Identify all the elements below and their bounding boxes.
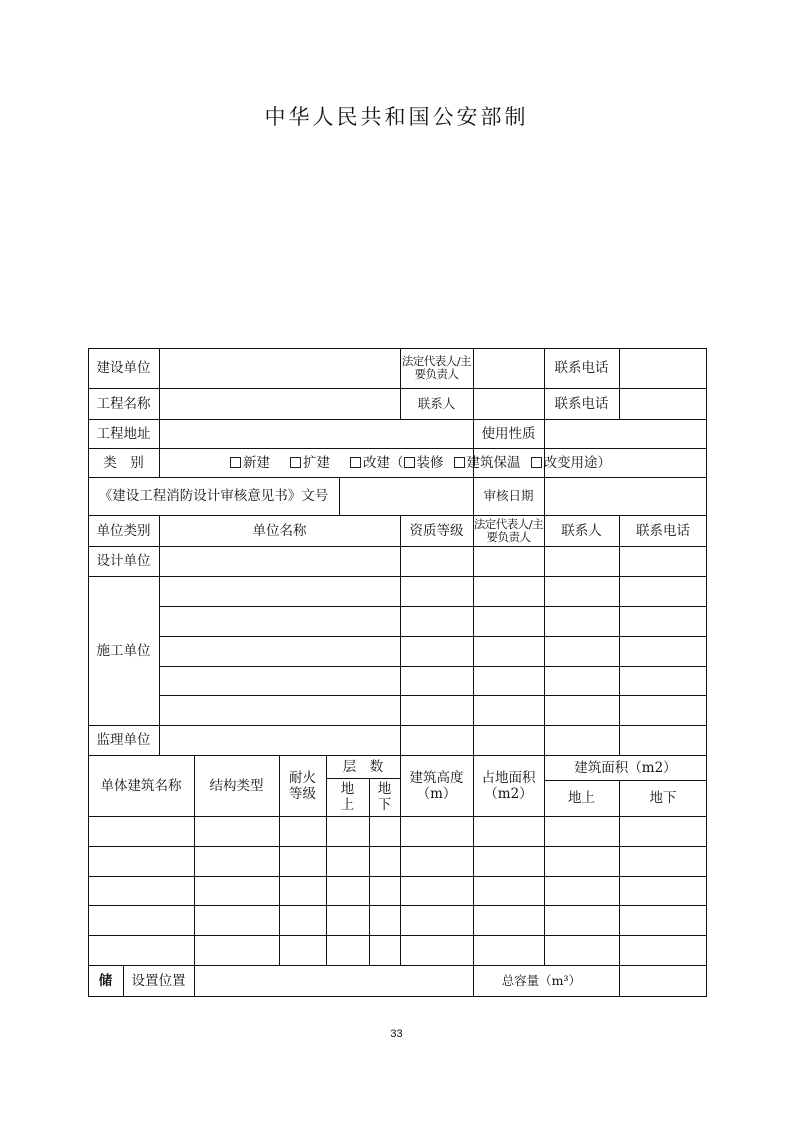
floors-above-header: 地上 xyxy=(340,781,355,813)
address-label: 工程地址 xyxy=(96,425,151,442)
address-input[interactable] xyxy=(160,420,472,447)
option-decoration[interactable]: 装修 xyxy=(404,455,444,471)
contact-phone-input[interactable] xyxy=(620,389,706,418)
area-header: 建筑面积（m2） xyxy=(574,759,677,776)
option-new[interactable]: 新建 xyxy=(230,455,270,471)
opinion-doc-label: 《建设工程消防设计审核意见书》文号 xyxy=(98,488,329,504)
total-capacity-input[interactable] xyxy=(620,966,706,996)
design-unit-label: 设计单位 xyxy=(96,553,151,569)
qualification-header: 资质等级 xyxy=(409,522,464,539)
option-insulation[interactable]: 建筑保温 xyxy=(454,455,521,471)
total-capacity-label: 总容量（m³） xyxy=(501,973,581,988)
opinion-doc-input[interactable] xyxy=(340,478,472,514)
area-below-header: 地下 xyxy=(649,790,677,806)
option-expand[interactable]: 扩建 xyxy=(290,455,330,471)
unit-type-header: 单位类别 xyxy=(96,522,151,539)
fire-rating-header: 耐火等级 xyxy=(289,769,316,802)
category-options xyxy=(230,448,650,477)
checkbox-change-use[interactable] xyxy=(531,457,542,468)
usage-input[interactable] xyxy=(545,420,706,447)
area-above-header: 地上 xyxy=(568,790,595,806)
usage-label: 使用性质 xyxy=(481,425,536,442)
checkbox-new[interactable] xyxy=(230,457,241,468)
storage-location-label: 设置位置 xyxy=(131,973,186,989)
unit-phone-header: 联系电话 xyxy=(636,522,690,539)
builder-phone-input[interactable] xyxy=(620,349,706,387)
project-name-input[interactable] xyxy=(160,389,399,418)
builder-label: 建设单位 xyxy=(96,360,151,376)
contact-label: 联系人 xyxy=(417,395,456,411)
unit-contact-header: 联系人 xyxy=(561,522,602,539)
page-number: 33 xyxy=(390,1028,403,1040)
contact-phone-label: 联系电话 xyxy=(554,395,609,412)
unit-name-header: 单位名称 xyxy=(252,522,307,539)
review-date-input[interactable] xyxy=(545,478,706,514)
category-label: 类 别 xyxy=(103,454,144,471)
structure-type-header: 结构类型 xyxy=(209,777,264,794)
builder-phone-label: 联系电话 xyxy=(554,360,609,376)
checkbox-decoration[interactable] xyxy=(404,457,415,468)
storage-location-input[interactable] xyxy=(195,966,472,996)
project-name-label: 工程名称 xyxy=(96,395,151,412)
review-date-label: 审核日期 xyxy=(483,488,534,503)
legal-rep-input[interactable] xyxy=(474,349,543,387)
floors-below-header: 地下 xyxy=(377,781,392,813)
supervision-unit-label: 监理单位 xyxy=(96,732,151,748)
checkbox-rebuild[interactable] xyxy=(350,457,361,468)
checkbox-expand[interactable] xyxy=(290,457,301,468)
unit-legal-rep-header: 法定代表人/主要负责人 xyxy=(473,516,544,544)
floors-header: 层 数 xyxy=(342,758,384,775)
fire-safety-record-form xyxy=(88,348,707,997)
option-change-use[interactable]: 改变用途） xyxy=(531,455,612,471)
storage-label: 储 xyxy=(98,973,113,989)
option-rebuild[interactable]: 改建（ xyxy=(350,455,404,471)
height-header: 建筑高度（m） xyxy=(409,769,464,802)
building-name-header: 单体建筑名称 xyxy=(100,777,182,794)
contact-input[interactable] xyxy=(474,389,543,418)
document-title: 中华人民共和国公安部制 xyxy=(264,105,529,129)
builder-input[interactable] xyxy=(160,349,399,387)
footprint-header: 占地面积（m2） xyxy=(481,769,536,802)
checkbox-insulation[interactable] xyxy=(454,457,465,468)
construction-unit-label: 施工单位 xyxy=(96,642,151,659)
legal-rep-label: 法定代表人/主要负责人 xyxy=(401,354,472,381)
